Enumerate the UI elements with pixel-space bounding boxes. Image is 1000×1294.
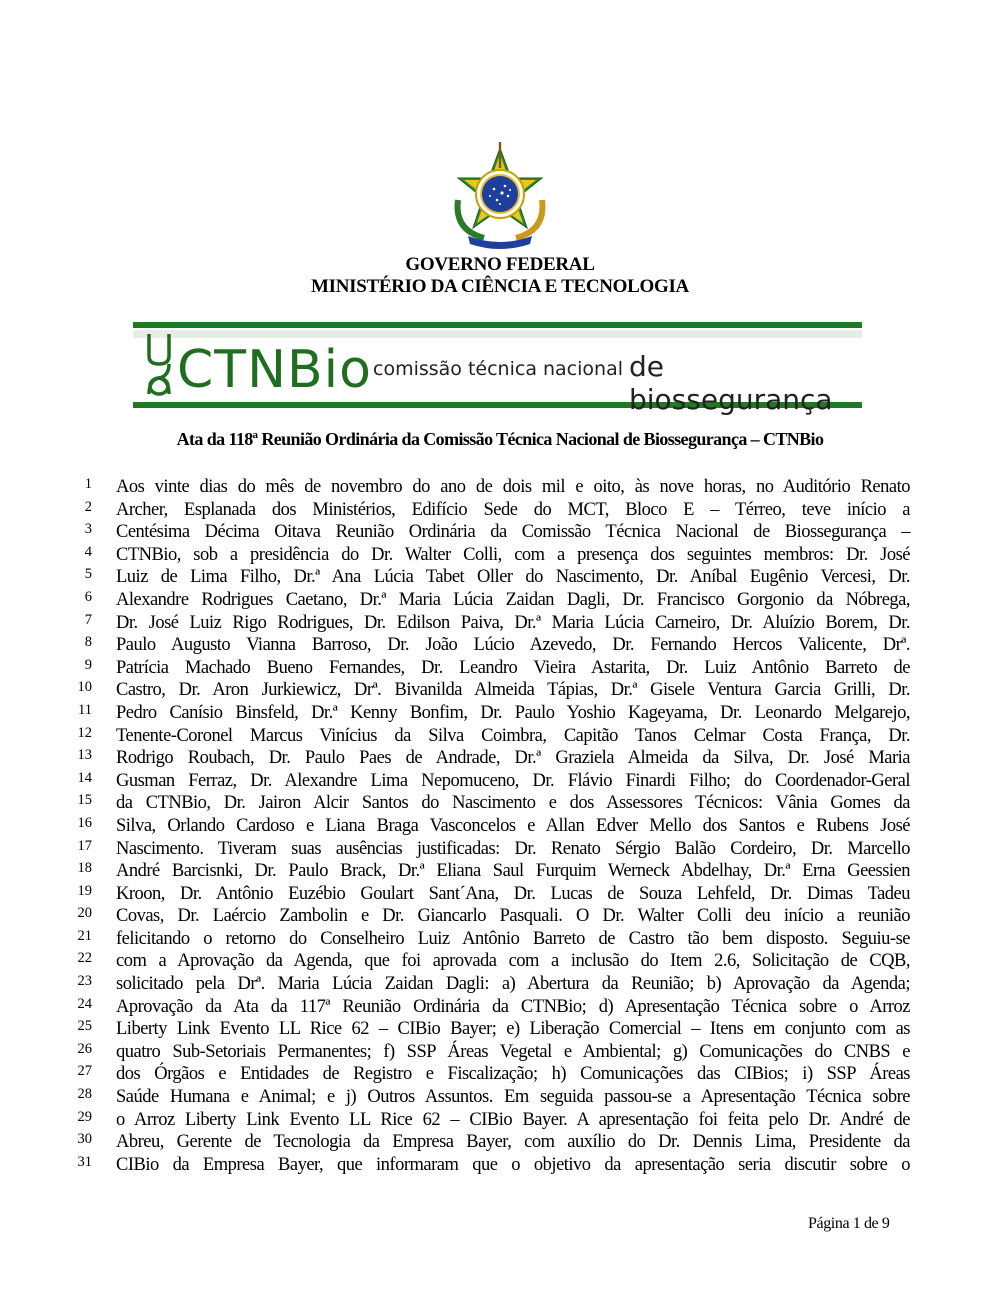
banner-acronym: CTNBio [177,340,372,400]
body-line [64,815,910,838]
line-number: 16 [77,814,92,831]
body-line [64,1109,910,1132]
body-line [64,679,910,702]
line-text: Centésima Décima Oitava Reunião Ordinária da Comissão Técnica Nacional de Biossegurança – [116,522,910,543]
body-line [64,1131,910,1154]
body-line [64,883,910,906]
body-line [64,702,910,725]
page-number: Página 1 de 9 [808,1215,890,1232]
line-text: Archer, Esplanada dos Ministérios, Edifício Sede do MCT, Bloco E – Térreo, teve início a [116,499,910,520]
line-number: 7 [84,611,92,628]
line-number: 23 [77,973,92,990]
body-line [64,950,910,973]
line-text: com a Aprovação da Agenda, que foi aprovada com a inclusão do Item 2.6, Solicitação de CQB, [116,951,910,972]
body-line [64,747,910,770]
body-line [64,770,910,793]
line-text: André Barcisnki, Dr. Paulo Brack, Dr.ª Eliana Saul Furquim Werneck Abdelhay, Dr.ª Erna Geessien [116,861,910,882]
line-number: 31 [77,1153,92,1170]
body-line [64,792,910,815]
ctnbio-banner [133,320,862,416]
body-line [64,838,910,861]
coat-of-arms-emblem [444,140,556,252]
line-text: Castro, Dr. Aron Jurkiewicz, Drª. Bivanilda Almeida Tápias, Dr.ª Gisele Ventura Garcia Grilli, Dr. [116,680,910,701]
line-number: 11 [78,701,92,718]
line-text: felicitando o retorno do Conselheiro Luiz Antônio Barreto de Castro tão bem disposto. Seguiu-se [116,928,910,949]
line-number: 13 [77,747,92,764]
line-text: Rodrigo Roubach, Dr. Paulo Paes de Andrade, Dr.ª Graziela Almeida da Silva, Dr. José Maria [116,748,910,769]
line-number: 4 [84,543,92,560]
line-number: 14 [77,769,92,786]
line-text: Paulo Augusto Vianna Barroso, Dr. João Lúcio Azevedo, Dr. Fernando Hercos Valicente, Drª. [116,635,910,656]
header-line-government: GOVERNO FEDERAL [405,254,595,275]
line-number: 18 [77,860,92,877]
line-number: 12 [77,724,92,741]
line-text: dos Órgãos e Entidades de Registro e Fiscalização; h) Comunicações das CIBios; i) SSP Áreas [116,1064,910,1085]
line-number: 1 [84,476,92,492]
body-line [64,566,910,589]
line-text: Silva, Orlando Cardoso e Liana Braga Vasconcelos e Allan Edver Mello dos Santos e Rubens José [116,815,910,836]
body-line [64,973,910,996]
line-text: quatro Sub-Setoriais Permanentes; f) SSP Áreas Vegetal e Ambiental; g) Comunicações do CNBS e [116,1041,910,1062]
line-number: 26 [77,1040,92,1057]
line-number: 24 [77,995,92,1012]
body-line [64,634,910,657]
line-text: CIBio da Empresa Bayer, que informaram que o objetivo da apresentação seria discutir sobre o [116,1154,910,1175]
body-line [64,544,910,567]
line-number: 19 [77,882,92,899]
line-text: Nascimento. Tiveram suas ausências justificadas: Dr. Renato Sérgio Balão Cordeiro, Dr. Marcello [116,838,910,859]
line-number: 29 [77,1108,92,1125]
line-text: Liberty Link Evento LL Rice 62 – CIBio Bayer; e) Liberação Comercial – Itens em conjunto com as [116,1019,910,1040]
banner-tagline-large: de biossegurança [629,350,833,416]
body-line [64,1018,910,1041]
line-number: 3 [84,521,92,538]
line-number: 21 [77,927,92,944]
line-text: Aprovação da Ata da 117ª Reunião Ordinária da CTNBio; d) Apresentação Técnica sobre o Arroz [116,996,910,1017]
document-title: Ata da 118ª Reunião Ordinária da Comissão Técnica Nacional de Biossegurança – CTNBio [176,429,824,449]
line-text: CTNBio, sob a presidência do Dr. Walter Colli, com a presença dos seguintes membros: Dr. José [116,544,910,565]
body-line [64,521,910,544]
body-line [64,860,910,883]
line-number: 28 [77,1086,92,1103]
line-text: Kroon, Dr. Antônio Euzébio Goulart Sant´Ana, Dr. Lucas de Souza Lehfeld, Dr. Dimas Tadeu [116,883,910,904]
line-number: 22 [77,950,92,967]
line-number: 27 [77,1063,92,1080]
line-number: 10 [77,679,92,696]
line-text: da CTNBio, Dr. Jairon Alcir Santos do Nascimento e dos Assessores Técnicos: Vânia Gomes da [116,793,910,814]
line-text: Pedro Canísio Binsfeld, Dr.ª Kenny Bonfim, Dr. Paulo Yoshio Kageyama, Dr. Leonardo Melgarejo, [116,702,910,723]
body-line [64,1154,910,1177]
line-number: 9 [84,656,92,673]
line-number: 20 [77,905,92,922]
line-text: Alexandre Rodrigues Caetano, Dr.ª Maria Lúcia Zaidan Dagli, Dr. Francisco Gorgonio da Nóbrega, [116,589,910,610]
line-text: Tenente-Coronel Marcus Vinícius da Silva Coimbra, Capitão Tanos Celmar Costa França, Dr. [116,725,910,746]
line-number: 30 [77,1131,92,1148]
line-text: Dr. José Luiz Rigo Rodrigues, Dr. Edilson Paiva, Dr.ª Maria Lúcia Carneiro, Dr. Aluízio Borem, Dr. [116,612,910,633]
line-text: Covas, Dr. Laércio Zambolin e Dr. Giancarlo Pasquali. O Dr. Walter Colli deu início a reunião [116,906,910,927]
body-line [64,612,910,635]
body-line [64,499,910,522]
line-number: 2 [84,498,92,515]
line-text: Abreu, Gerente de Tecnologia da Empresa Bayer, com auxílio do Dr. Dennis Lima, Presidente da [116,1132,910,1153]
body-line [64,657,910,680]
line-number: 5 [84,566,92,583]
banner-tagline-small: comissão técnica nacional [373,358,623,380]
line-text: Aos vinte dias do mês de novembro do ano de dois mil e oito, às nove horas, no Auditório Renato [116,477,910,497]
line-number: 8 [84,634,92,651]
body-line [64,996,910,1019]
body-line [64,1063,910,1086]
line-number: 15 [77,792,92,809]
body-line [64,725,910,748]
body-line [64,476,910,499]
body-line [64,589,910,612]
line-text: Luiz de Lima Filho, Dr.ª Ana Lúcia Tabet Oller do Nascimento, Dr. Aníbal Eugênio Vercesi, Dr. [116,567,910,588]
line-number: 6 [84,588,92,605]
line-number: 25 [77,1018,92,1035]
body-line [64,928,910,951]
body-line [64,1086,910,1109]
header-line-ministry: MINISTÉRIO DA CIÊNCIA E TECNOLOGIA [311,276,689,297]
line-text: o Arroz Liberty Link Evento LL Rice 62 – CIBio Bayer. A apresentação foi feita pelo Dr. André de [116,1109,910,1130]
minutes-body [64,476,910,1176]
line-number: 17 [77,837,92,854]
line-text: Saúde Humana e Animal; e j) Outros Assuntos. Em seguida passou-se a Apresentação Técnica sobre [116,1087,910,1108]
body-line [64,1041,910,1064]
line-text: Gusman Ferraz, Dr. Alexandre Lima Nepomuceno, Dr. Flávio Finardi Filho; do Coordenador-Geral [116,770,910,791]
line-text: Patrícia Machado Bueno Fernandes, Dr. Leandro Vieira Astarita, Dr. Luiz Antônio Barreto de [116,657,910,678]
line-text: solicitado pela Drª. Maria Lúcia Zaidan Dagli: a) Abertura da Reunião; b) Aprovação da Agenda; [116,974,910,995]
body-line [64,905,910,928]
